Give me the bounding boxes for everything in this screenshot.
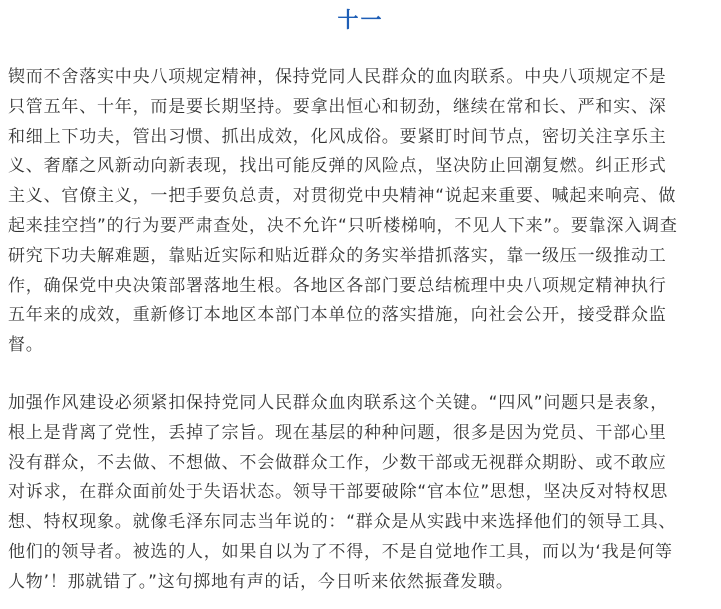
text-line: 他们的领导者。被选的人，如果自以为了不得，不是自觉地作工具，而以为‘我是何等 — [8, 541, 673, 562]
text-line: 没有群众，不去做、不想做、不会做群众工作，少数干部或无视群众期盼、或不敢应 — [8, 452, 667, 473]
paragraph-1 — [8, 63, 708, 361]
text-line: 想、特权现象。就像毛泽东同志当年说的：“群众是从实践中来选择他们的领导工具、 — [8, 512, 677, 533]
text-line: 只管五年、十年，而是要长期坚持。要拿出恒心和韧劲，继续在常和长、严和实、深 — [8, 96, 667, 117]
section-heading: 十一 — [337, 8, 384, 32]
text-line: 根上是背离了党性，丢掉了宗旨。现在基层的种种问题，很多是因为党员、干部心里 — [8, 422, 667, 443]
text-line: 五年来的成效，重新修订本地区本部门本单位的落实措施，向社会公开，接受群众监 — [8, 305, 667, 326]
paragraph-2 — [8, 389, 708, 598]
text-line: 主义、官僚主义，一把手要负总责，对贯彻党中央精神“说起来重要、喊起来响亮、做 — [8, 186, 677, 207]
text-line: 作，确保党中央决策部署落地生根。各地区各部门要总结梳理中央八项规定精神执行 — [8, 275, 667, 296]
text-line: 加强作风建设必须紧扣保持党同人民群众血肉联系这个关键。“四风”问题只是表象， — [8, 393, 669, 413]
text-line: 锲而不舍落实中央八项规定精神，保持党同人民群众的血肉联系。中央八项规定不是 — [8, 67, 667, 87]
text-line: 对诉求，在群众面前处于失语状态。领导干部要破除“官本位”思想，坚决反对特权思 — [8, 482, 669, 503]
text-line: 研究下功夫解难题，靠贴近实际和贴近群众的务实举措抓落实，靠一级压一级推动工 — [8, 245, 667, 266]
text-line: 督。 — [8, 335, 44, 356]
text-line: 人物’！那就错了。”这句掷地有声的话，今日听来依然振聋发聩。 — [8, 571, 514, 592]
text-line: 和细上下功夫，管出习惯、抓出成效，化风成俗。要紧盯时间节点，密切关注享乐主 — [8, 126, 667, 147]
text-line: 义、奢靡之风新动向新表现，找出可能反弹的风险点，坚决防止回潮复燃。纠正形式 — [8, 156, 667, 177]
text-line: 起来挂空挡”的行为要严肃查处，决不允许“只听楼梯响，不见人下来”。要靠深入调查 — [8, 215, 678, 236]
